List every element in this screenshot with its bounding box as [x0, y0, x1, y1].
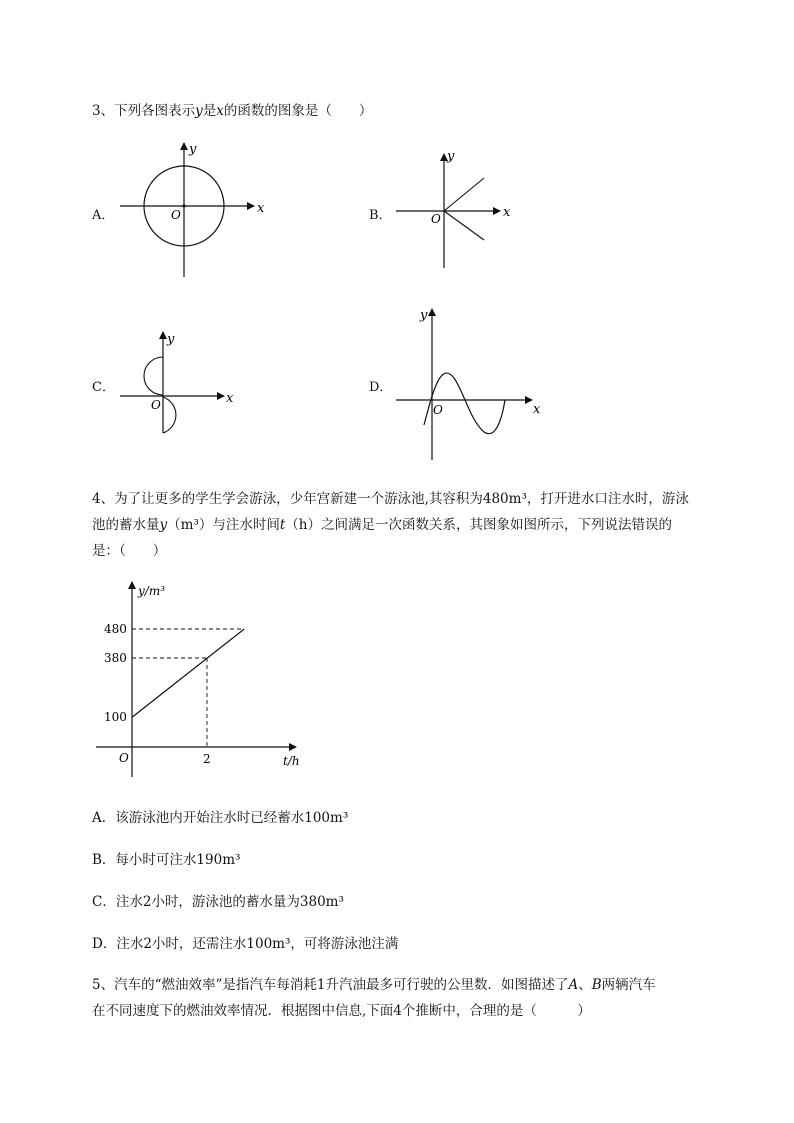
- axis-label-x: x: [533, 402, 541, 417]
- origin-label: O: [119, 751, 129, 765]
- q4-text: （h）之间满足一次函数关系，其图象如图所示，下列说法错误的: [285, 517, 672, 533]
- q4-text: （m³）与注水时间: [167, 517, 280, 533]
- q5-text: 5、汽车的“燃油效率”是指汽车每消耗1升汽油最多可行驶的公里数．如图描述了: [92, 977, 569, 993]
- y-axis-label: y/m³: [138, 584, 166, 598]
- y-tick-label-480: 480: [104, 622, 127, 636]
- q4-stem-line3: 是：（ ）: [92, 543, 167, 559]
- q4-option-d: D．注水2小时，还需注水100m³，可将游泳池注满: [92, 936, 399, 952]
- axis-label-x: x: [503, 205, 511, 220]
- axis-label-y: y: [420, 308, 428, 323]
- q5-stem-line2: 在不同速度下的燃油效率情况．根据图中信息,下面4个推断中，合理的是（ ）: [92, 1003, 591, 1019]
- x-axis-label: t/h: [283, 754, 300, 768]
- q4-option-c: C．注水2小时，游泳池的蓄水量为380m³: [92, 894, 344, 910]
- q3-option-d-label: D．: [369, 380, 393, 395]
- y-tick-label-100: 100: [104, 710, 127, 724]
- q3-text-mid: 是: [202, 103, 217, 119]
- origin-label: O: [431, 212, 441, 226]
- x-tick-label-2: 2: [203, 752, 211, 766]
- q4-option-a: A．该游泳池内开始注水时已经蓄水100m³: [92, 810, 349, 826]
- axis-label-y: y: [189, 142, 197, 157]
- q3-var-x: x: [216, 103, 224, 119]
- q3-var-y: y: [195, 103, 203, 119]
- q5-car-b: B: [591, 977, 602, 993]
- q5-car-a: A: [568, 977, 579, 993]
- q3-option-a-label: A．: [92, 208, 115, 223]
- y-tick-label-380: 380: [104, 651, 127, 665]
- q4-stem-line1: 4、为了让更多的学生学会游泳，少年宫新建一个游泳池,其容积为480m³，打开进水口注水时，游泳: [92, 491, 689, 507]
- origin-label: O: [433, 403, 443, 417]
- q3-option-c-label: C．: [92, 380, 115, 395]
- origin-label: O: [171, 208, 181, 222]
- q3-text: 3、下列各图表示: [92, 103, 196, 119]
- axis-label-x: x: [257, 201, 265, 216]
- q5-stem-line1: [92, 973, 656, 993]
- q5-text: 两辆汽车: [601, 977, 656, 993]
- origin-label: O: [151, 398, 161, 412]
- axis-label-y: y: [447, 149, 455, 164]
- q4-var-y: y: [159, 517, 168, 533]
- axis-label-y: y: [167, 332, 175, 347]
- q4-option-b: B．每小时可注水190m³: [92, 852, 241, 868]
- q3-option-b-label: B．: [369, 208, 392, 223]
- data-line: [132, 629, 244, 717]
- axis-label-x: x: [226, 391, 234, 406]
- q3-text-after: 的函数的图象是（ ）: [223, 103, 373, 119]
- q4-text: 池的蓄水量: [92, 517, 160, 533]
- q5-text: 、: [578, 977, 592, 993]
- q4-var-t: t: [279, 517, 286, 533]
